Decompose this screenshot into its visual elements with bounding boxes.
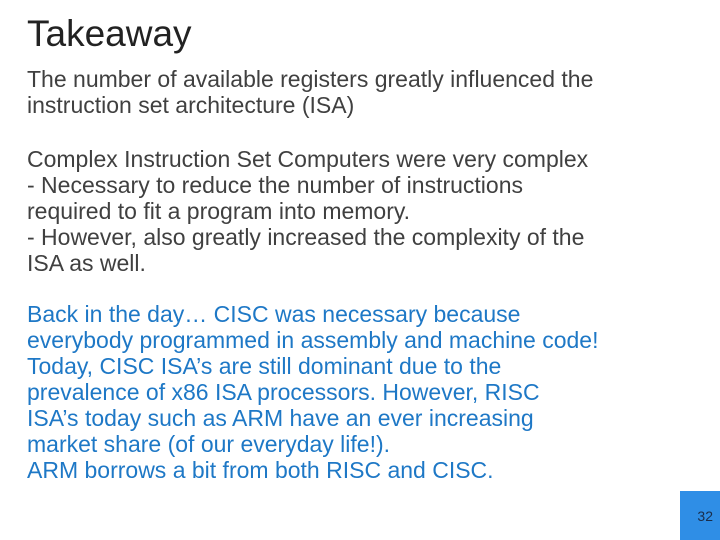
slide-title: Takeaway [27,13,192,54]
paragraph-line: Back in the day… CISC was necessary because [27,301,521,327]
paragraph-history-highlight [27,301,598,483]
paragraph-line: market share (of our everyday life!). [27,431,391,457]
paragraph-registers [27,66,593,118]
paragraph-line: instruction set architecture (ISA) [27,92,355,118]
paragraph-line: everybody programmed in assembly and machine code! [27,327,599,353]
paragraph-line: - Necessary to reduce the number of instructions [27,172,524,198]
paragraph-line: The number of available registers greatly influenced the [27,66,594,92]
paragraph-line: Complex Instruction Set Computers were very complex [27,146,589,172]
paragraph-line: prevalence of x86 ISA processors. However, RISC [27,379,540,405]
paragraph-line: ISA’s today such as ARM have an ever increasing [27,405,534,431]
paragraph-line: - However, also greatly increased the complexity of the [27,224,585,250]
page-number: 32 [697,508,713,524]
paragraph-cisc [27,146,588,276]
paragraph-line: required to fit a program into memory. [27,198,411,224]
page-number-badge [680,491,720,540]
paragraph-line: Today, CISC ISA’s are still dominant due to the [27,353,502,379]
paragraph-line: ARM borrows a bit from both RISC and CISC. [27,457,494,483]
paragraph-line: ISA as well. [27,250,146,276]
